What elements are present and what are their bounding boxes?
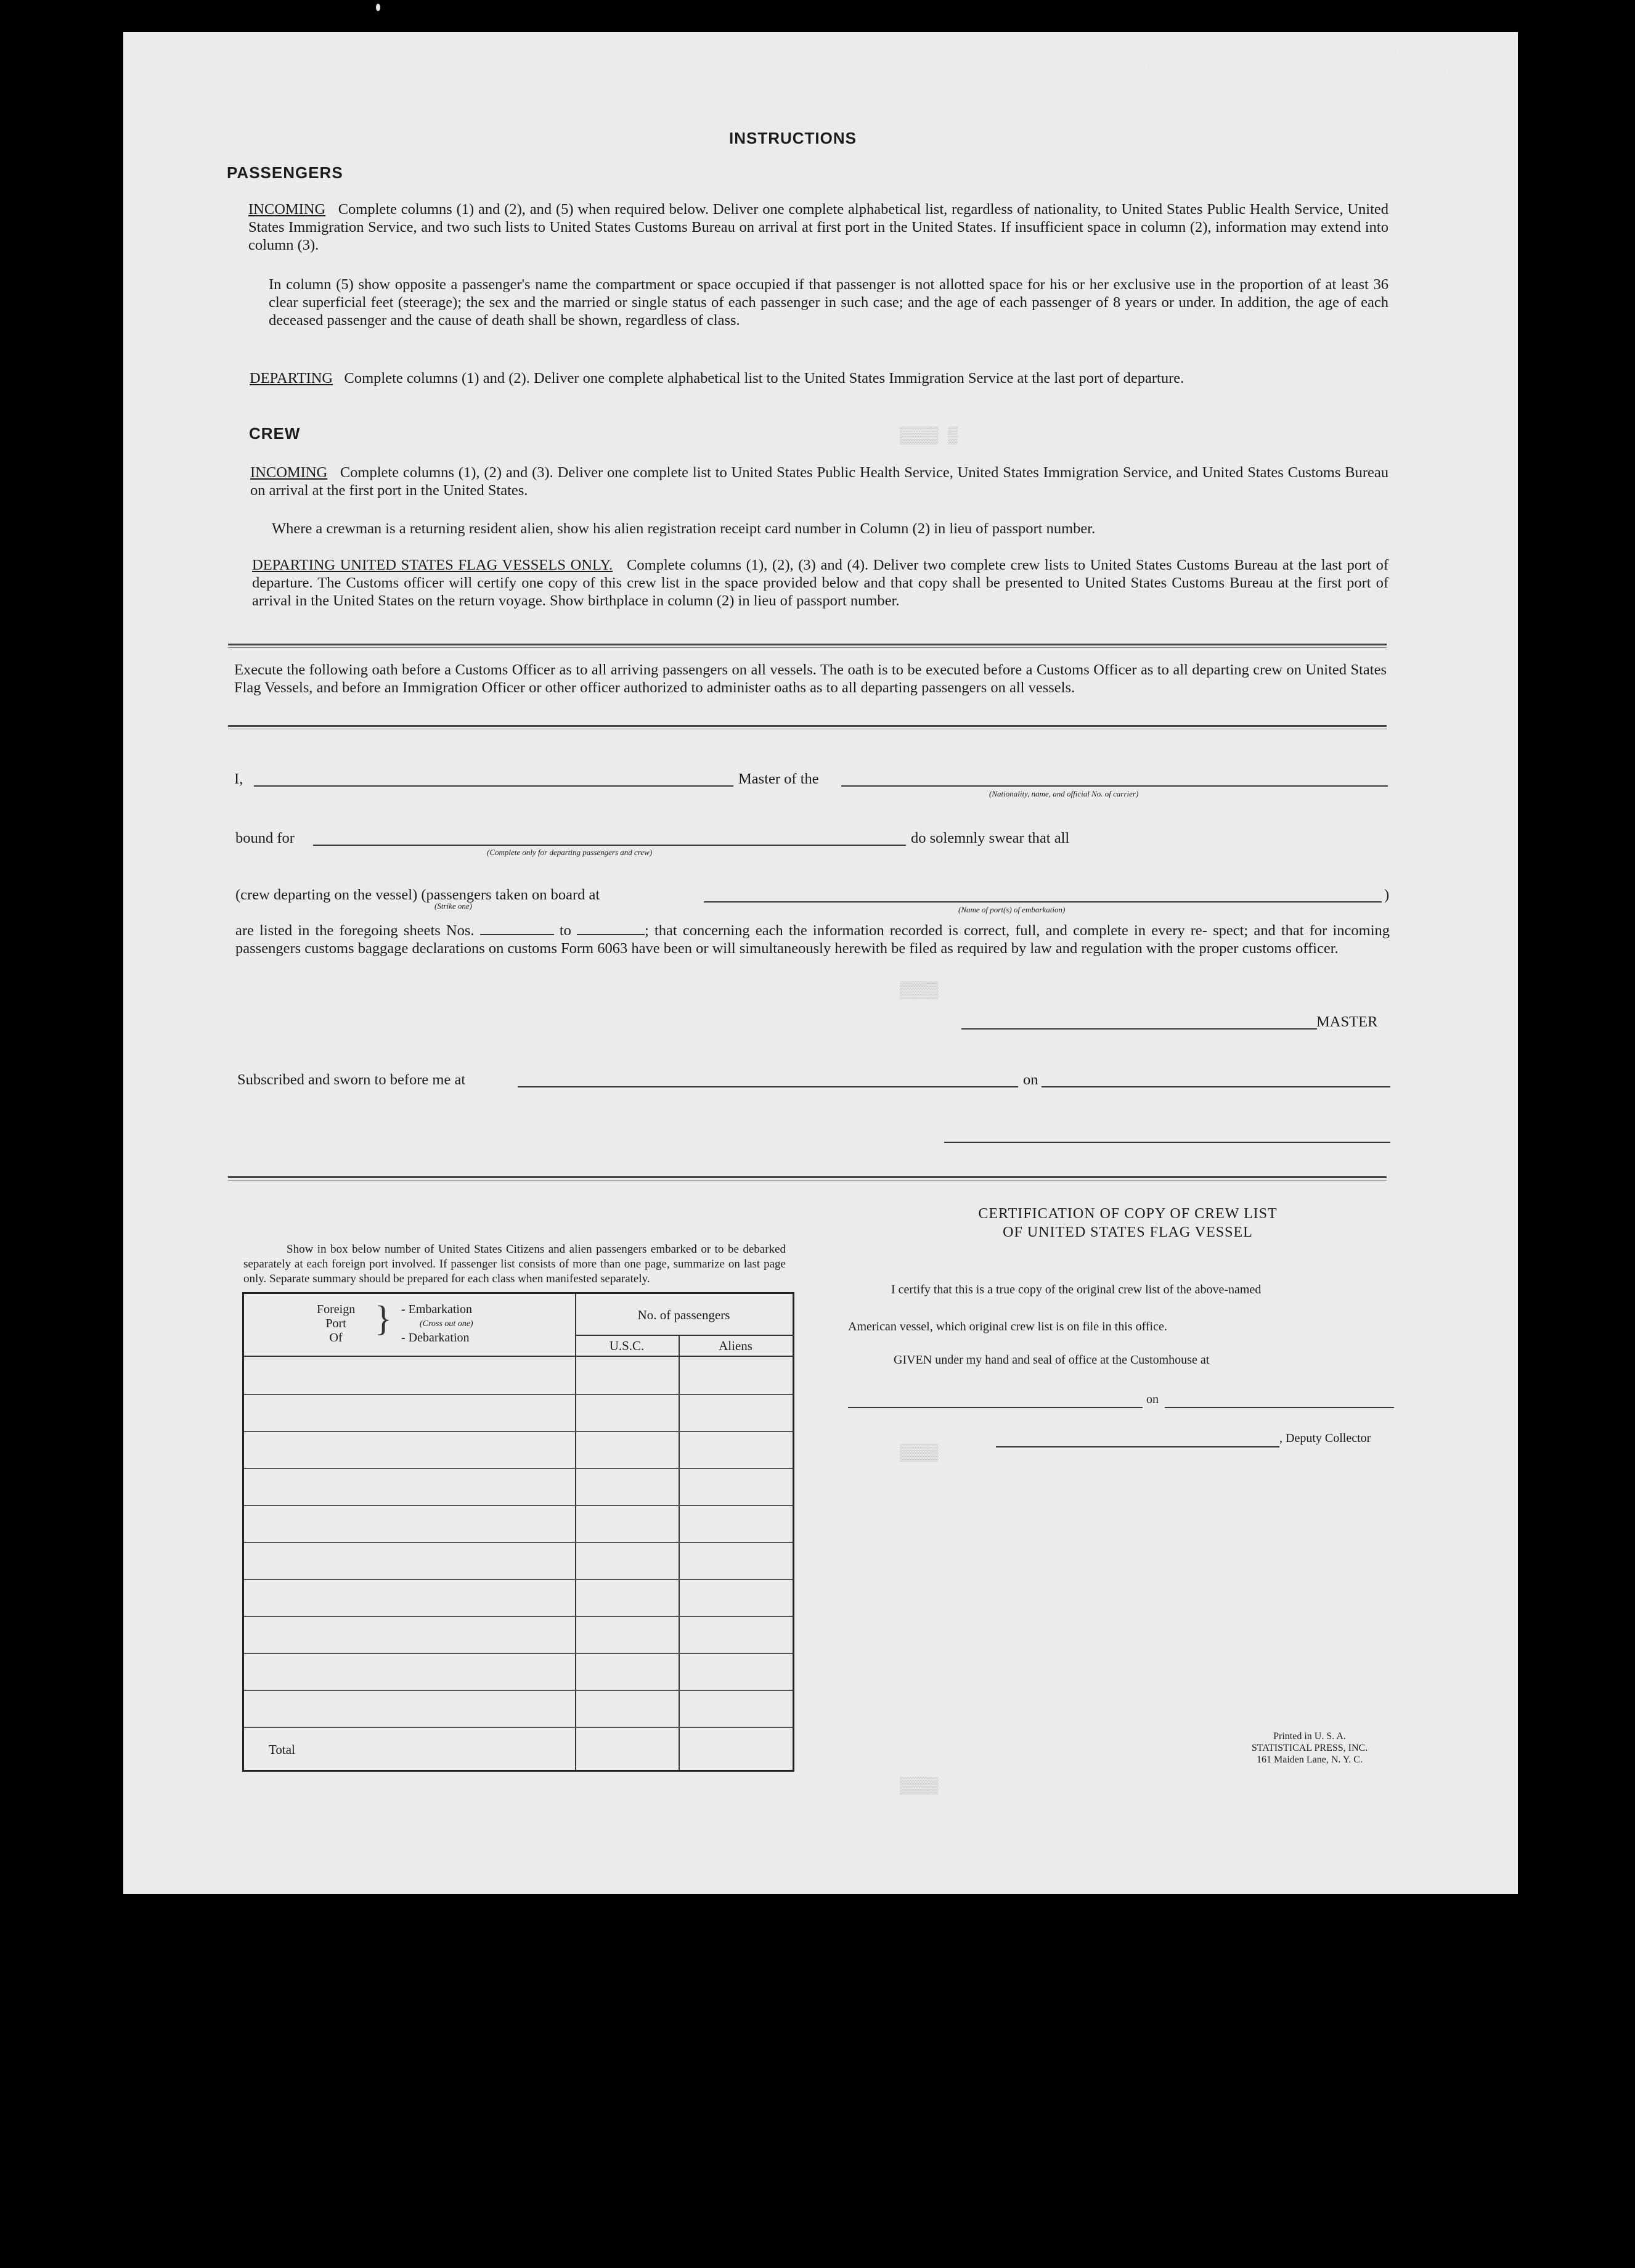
master-signature-field[interactable]: [961, 1028, 1317, 1030]
passengers-departing-text: Complete columns (1) and (2). Deliver one complete alphabetical list to the United States Immigration Service at the last port of departure.: [344, 370, 1184, 387]
table-row: [244, 1616, 793, 1617]
table-row: [244, 1542, 793, 1543]
scan-speck: [376, 4, 380, 11]
certification-heading-2: OF UNITED STATES FLAG VESSEL: [1003, 1224, 1253, 1240]
printer-line-1: Printed in U. S. A.: [1273, 1731, 1346, 1742]
cert-date-field[interactable]: [1165, 1407, 1394, 1408]
usc-header: U.S.C.: [609, 1338, 645, 1353]
crew-incoming-text: Complete columns (1), (2) and (3). Deliver one complete list to United States Public Health Service, United States Immigration Service, and United States Customs Bureau on arrival at the first port in the United States.: [250, 464, 1388, 499]
ports-field[interactable]: [704, 901, 1382, 903]
crew-departing-strike: [235, 886, 600, 904]
master-of-label: Master of the: [738, 771, 819, 787]
crew-departing-label: DEPARTING UNITED STATES FLAG VESSELS ONLY.: [252, 557, 613, 573]
box-instructions: Show in box below number of United States Citizens and alien passengers embarked or to be debarked separately at each foreign port involved. If passenger list consists of more than one page, summarize on last page only. Separate summary should be prepared for each class when manifested separately.: [243, 1243, 786, 1285]
certification-heading-1: CERTIFICATION OF COPY OF CREW LIST: [978, 1206, 1278, 1222]
master-name-field[interactable]: [254, 785, 733, 787]
ports-caption: (Name of port(s) of embarkation): [958, 905, 1066, 914]
total-label: Total: [269, 1742, 295, 1757]
table-row: [244, 1653, 793, 1654]
passengers-departing-label: DEPARTING: [250, 370, 333, 387]
table-header-divider: [575, 1335, 793, 1336]
passengers-incoming-text: Complete columns (1) and (2), and (5) when required below. Deliver one complete alphabetical list, regardless of nationality, to United States Public Health Service, United States Immigration Service, and two such lists to United States Customs Bureau on arrival at first port in the United States. If insufficient space in column (2), information may extend into column (3).: [248, 201, 1389, 253]
passengers-incoming-paragraph: [248, 200, 1388, 254]
table-row: [244, 1394, 793, 1395]
sworn-date-field[interactable]: [1042, 1086, 1390, 1087]
swear-text: do solemnly swear that all: [911, 830, 1070, 846]
section-divider: [228, 1176, 1387, 1181]
of-label: Of: [329, 1331, 343, 1345]
crew-resident-paragraph: Where a crewman is a returning resident alien, show his alien registration receipt card number in Column (2) in lieu of passport number.: [272, 520, 1096, 537]
deputy-collector-label: , Deputy Collector: [1279, 1431, 1371, 1445]
sworn-place-field[interactable]: [518, 1086, 1018, 1087]
crew-incoming-label: INCOMING: [250, 464, 328, 481]
debarkation-label: - Debarkation: [401, 1331, 470, 1345]
crew-passengers-strike-text: (crew departing on the vessel) (passengers taken on board at: [235, 886, 600, 903]
scan-speck: [764, 54, 767, 57]
section-divider: [228, 644, 1387, 648]
crew-departing-paragraph: [252, 556, 1388, 610]
cross-out-caption: (Cross out one): [420, 1319, 473, 1328]
strike-one-caption: (Strike one): [434, 901, 473, 911]
table-row: [244, 1579, 793, 1580]
bound-for-label: bound for: [235, 830, 295, 846]
table-row: [244, 1431, 793, 1432]
master-label: MASTER: [1316, 1013, 1378, 1030]
close-paren: ): [1384, 886, 1390, 903]
certify-text: I certify that this is a true copy of the original crew list of the above-named: [891, 1283, 1262, 1296]
no-of-passengers-header: No. of passengers: [637, 1308, 730, 1322]
foreign-port-of-label: [317, 1303, 355, 1345]
passengers-heading: PASSENGERS: [227, 163, 343, 182]
scan-speck: [1148, 64, 1151, 67]
listed-paragraph: [235, 922, 1390, 957]
nationality-caption: (Nationality, name, and official No. of carrier): [989, 789, 1139, 798]
oath-intro: Execute the following oath before a Customs Officer as to all arriving passengers on all vessels. The oath is to be executed before a Customs Officer as to all departing crew on United States Flag Vessels, and before an Immigration Officer or other officer authorized to administer oaths as to all departing passengers on all vessels.: [234, 661, 1387, 696]
subscribed-label: Subscribed and sworn to before me at: [237, 1071, 466, 1088]
customhouse-field[interactable]: [848, 1407, 1143, 1408]
officer-signature-field[interactable]: [944, 1142, 1390, 1143]
section-divider: [228, 725, 1387, 729]
sheet-to-field[interactable]: [577, 923, 645, 935]
embarkation-label: - Embarkation: [401, 1303, 472, 1316]
carrier-field[interactable]: [841, 785, 1388, 787]
given-text: GIVEN under my hand and seal of office at the Customhouse at: [894, 1353, 1210, 1367]
scan-speck: [1448, 71, 1451, 74]
bleed-through-mark: ▒▒▒▒ ▒: [900, 427, 958, 445]
printer-line-2: STATISTICAL PRESS, INC.: [1251, 1743, 1368, 1753]
table-col-divider: [575, 1294, 576, 1770]
scan-speck: [1189, 67, 1193, 70]
sworn-on-label: on: [1023, 1071, 1038, 1088]
table-row: [244, 1505, 793, 1506]
crew-heading: CREW: [249, 424, 301, 443]
complete-only-caption: (Complete only for departing passengers and crew): [487, 848, 653, 857]
embark-debark-labels: [401, 1303, 473, 1345]
bleed-through-mark: ▒▒▒▒: [900, 1777, 939, 1795]
passengers-column5-paragraph: In column (5) show opposite a passenger's name the compartment or space occupied if that passenger is not allotted space for his or her exclusive use in the proportion of at least 36 clear superficial feet (steerage); the sex and the married or single status of each passenger in such case; and the age of each passenger of 8 years or under. In addition, the age of each deceased passenger and the cause of death shall be shown, regardless of class.: [269, 276, 1388, 329]
foreign-label: Foreign: [317, 1303, 356, 1316]
to-label: to: [559, 922, 571, 939]
listed-text-2: ; that concerning each the information recorded is correct, full, and complete in every re-: [645, 922, 1207, 939]
oath-i-label: I,: [234, 771, 243, 787]
scan-speck: [799, 54, 802, 57]
form-sheet: [123, 32, 1518, 1894]
table-row: [244, 1727, 793, 1728]
listed-text-3: spect; and that for incoming passengers customs baggage declarations on customs Form 6063 have been or will simultaneously herewith be filed as required by law and regulation with the proper customs officer.: [235, 922, 1390, 957]
crew-incoming-paragraph: [250, 464, 1388, 499]
bound-for-field[interactable]: [313, 845, 906, 846]
port-label: Port: [325, 1317, 346, 1330]
printer-line-3: 161 Maiden Lane, N. Y. C.: [1257, 1754, 1363, 1765]
scan-speck: [1399, 49, 1402, 52]
printer-imprint: [1220, 1730, 1399, 1766]
table-header-bottom: [244, 1356, 793, 1357]
crew-departing-text: Complete columns (1), (2), (3) and (4). Deliver two complete crew lists to United States Customs Bureau at the last port of departure. The Customs officer will certify one copy of this crew list in the space provided below and that copy shall be presented to United States Customs Bureau at the first port of arrival in the United States on the return voyage. Show birthplace in column (2) in lieu of passport number.: [252, 557, 1388, 609]
american-vessel-text: American vessel, which original crew list is on file in this office.: [848, 1320, 1167, 1333]
passenger-count-table: [242, 1292, 794, 1772]
table-col-divider: [679, 1335, 680, 1770]
aliens-header: Aliens: [719, 1338, 752, 1353]
page-title: INSTRUCTIONS: [729, 129, 857, 147]
brace: }: [375, 1298, 392, 1338]
sheet-from-field[interactable]: [480, 923, 554, 935]
passengers-incoming-label: INCOMING: [248, 201, 326, 218]
listed-text-1: are listed in the foregoing sheets Nos.: [235, 922, 475, 939]
bleed-through-mark: ▒▒▒▒: [900, 1444, 939, 1462]
bleed-through-mark: ▒▒▒▒: [900, 981, 939, 1000]
certification-heading: [912, 1205, 1343, 1242]
passengers-departing-paragraph: [250, 369, 1388, 387]
table-row: [244, 1690, 793, 1691]
deputy-signature-field[interactable]: [996, 1446, 1279, 1447]
table-row: [244, 1468, 793, 1469]
cert-on-label: on: [1146, 1393, 1159, 1406]
